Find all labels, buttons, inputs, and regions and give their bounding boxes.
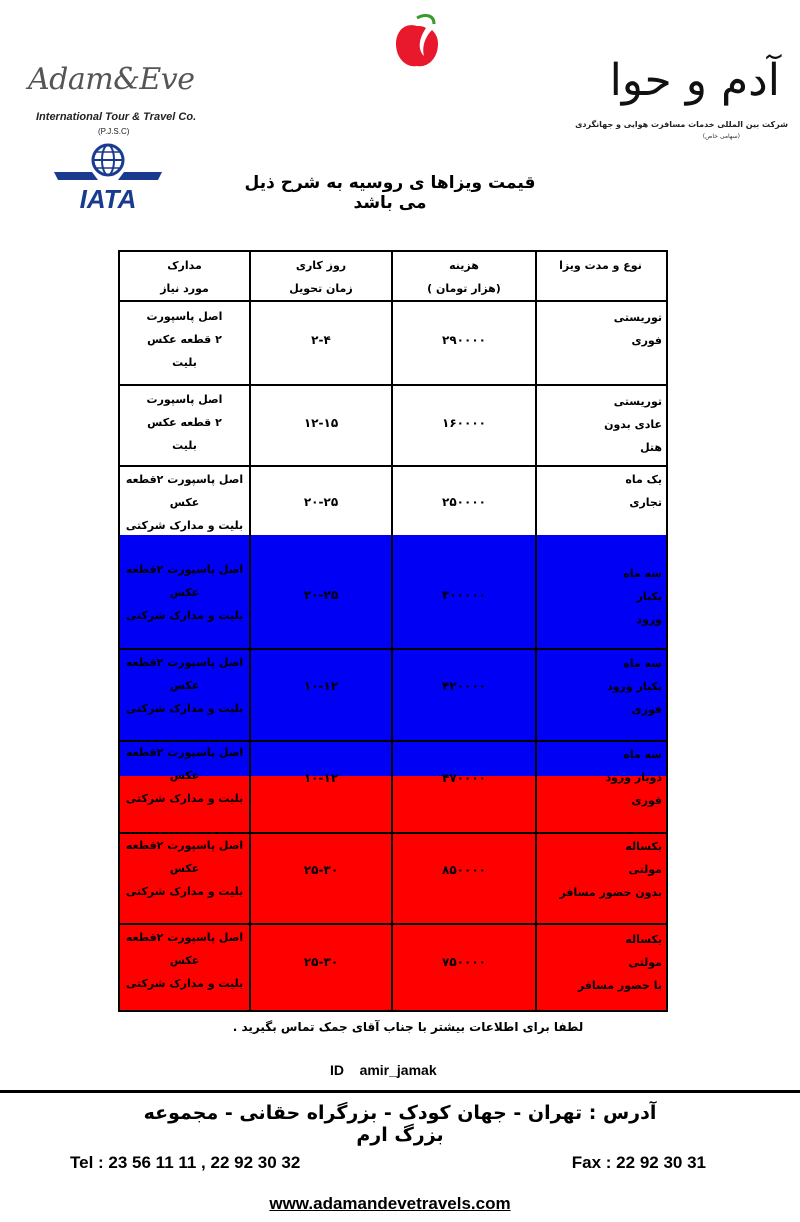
table-cell-docs: اصل پاسپورت ۲قطعه عکس بلیت و مدارک شرکتی — [125, 563, 244, 622]
table-cell-docs: اصل پاسپورت ۲قطعه عکس بلیت و مدارک شرکتی — [125, 473, 244, 532]
header-docs: مدارک مورد نیاز — [160, 259, 209, 295]
table-cell-days: ۱۰-۱۲ — [303, 771, 339, 785]
contact-note: لطفا برای اطلاعات بیشتر با جناب آقای جمک تماس بگیرید . — [232, 1020, 584, 1034]
table-cell-docs: اصل پاسپورت ۲قطعه عکس بلیت و مدارک شرکتی — [125, 839, 244, 898]
contact-id-label: ID — [330, 1062, 344, 1078]
iata-logo-icon — [54, 142, 162, 212]
footer-divider — [0, 1090, 800, 1093]
table-cell-docs: اصل پاسپورت ۲قطعه عکس بلیت و مدارک شرکتی — [125, 656, 244, 715]
table-cell-type: یکساله مولتی بدون حضور مسافر — [559, 840, 662, 899]
table-cell-cost: ۷۵۰۰۰۰ — [442, 955, 486, 969]
brand-fa-subtitle: شرکت بین المللی خدمات مسافرت هوایی و جهانگردی — [575, 120, 788, 129]
page-title: قیمت ویزاها ی روسیه به شرح ذیل می باشد — [244, 173, 536, 213]
header-type: نوع و مدت ویزا — [559, 259, 642, 272]
table-cell-type: توریستی عادی بدون هتل — [604, 395, 662, 454]
table-cell-type: سه ماه یکبار ورود — [623, 567, 662, 626]
table-cell-cost: ۲۹۰۰۰۰ — [442, 333, 486, 347]
table-cell-type: یکساله مولتی با حضور مسافر — [577, 933, 662, 992]
brand-logo-en: Adam&Eve — [28, 62, 195, 97]
visa-price-table — [118, 250, 668, 1012]
brand-logo-fa: آدم و حوا — [609, 55, 780, 106]
brand-en-pjsc: (P.J.S.C) — [98, 127, 130, 136]
website-link[interactable]: www.adamandevetravels.com — [269, 1194, 511, 1213]
table-cell-days: ۲۰-۲۵ — [303, 588, 339, 602]
telephone: Tel : 23 56 11 11 , 22 92 30 32 — [70, 1153, 301, 1172]
table-cell-days: ۲۵-۳۰ — [303, 955, 339, 969]
table-cell-days: ۲۵-۳۰ — [303, 863, 339, 877]
contact-id — [330, 1062, 437, 1078]
table-cell-docs: اصل پاسپورت ۲قطعه عکس بلیت و مدارک شرکتی — [125, 931, 244, 990]
table-cell-cost: ۴۲۰۰۰۰ — [442, 679, 486, 693]
table-cell-cost: ۸۵۰۰۰۰ — [442, 863, 486, 877]
contact-id-value: amir_jamak — [359, 1062, 437, 1078]
table-cell-cost: ۲۵۰۰۰۰ — [442, 495, 486, 509]
table-cell-type: یک ماه تجاری — [625, 473, 662, 509]
table-cell-docs: اصل پاسپورت ۲ قطعه عکس بلیت — [146, 310, 223, 369]
table-cell-cost: ۱۶۰۰۰۰ — [442, 416, 486, 430]
table-cell-days: ۲-۴ — [311, 333, 331, 347]
table-cell-docs: اصل پاسپورت ۲قطعه عکس بلیت و مدارک شرکتی — [125, 746, 244, 805]
table-cell-days: ۲۰-۲۵ — [303, 495, 339, 509]
fax: Fax : 22 92 30 31 — [571, 1153, 706, 1172]
table-cell-cost: ۴۷۰۰۰۰ — [442, 771, 486, 785]
table-cell-type: سه ماه یکبار ورود فوری — [607, 657, 662, 716]
apple-logo-icon — [394, 8, 440, 72]
address: آدرس : تهران - جهان کودک - بزرگراه حقانی - مجموعه بزرگ ارم — [143, 1102, 657, 1146]
header-cost: هزینه (هزار تومان ) — [427, 259, 501, 295]
table-cell-cost: ۳۰۰۰۰۰ — [442, 588, 486, 602]
brand-en-subtitle: International Tour & Travel Co. — [36, 111, 197, 123]
table-cell-days: ۱۲-۱۵ — [303, 416, 339, 430]
header-days: روز کاری زمان تحویل — [289, 259, 353, 295]
svg-text:IATA: IATA — [79, 184, 137, 212]
brand-fa-subtitle2: (سهامی خاص) — [702, 133, 740, 140]
table-cell-docs: اصل پاسپورت ۲ قطعه عکس بلیت — [146, 393, 223, 452]
table-cell-type: سه ماه دوبار ورود فوری — [605, 748, 662, 807]
table-cell-days: ۱۰-۱۲ — [303, 679, 339, 693]
table-cell-type: توریستی فوری — [613, 311, 662, 347]
